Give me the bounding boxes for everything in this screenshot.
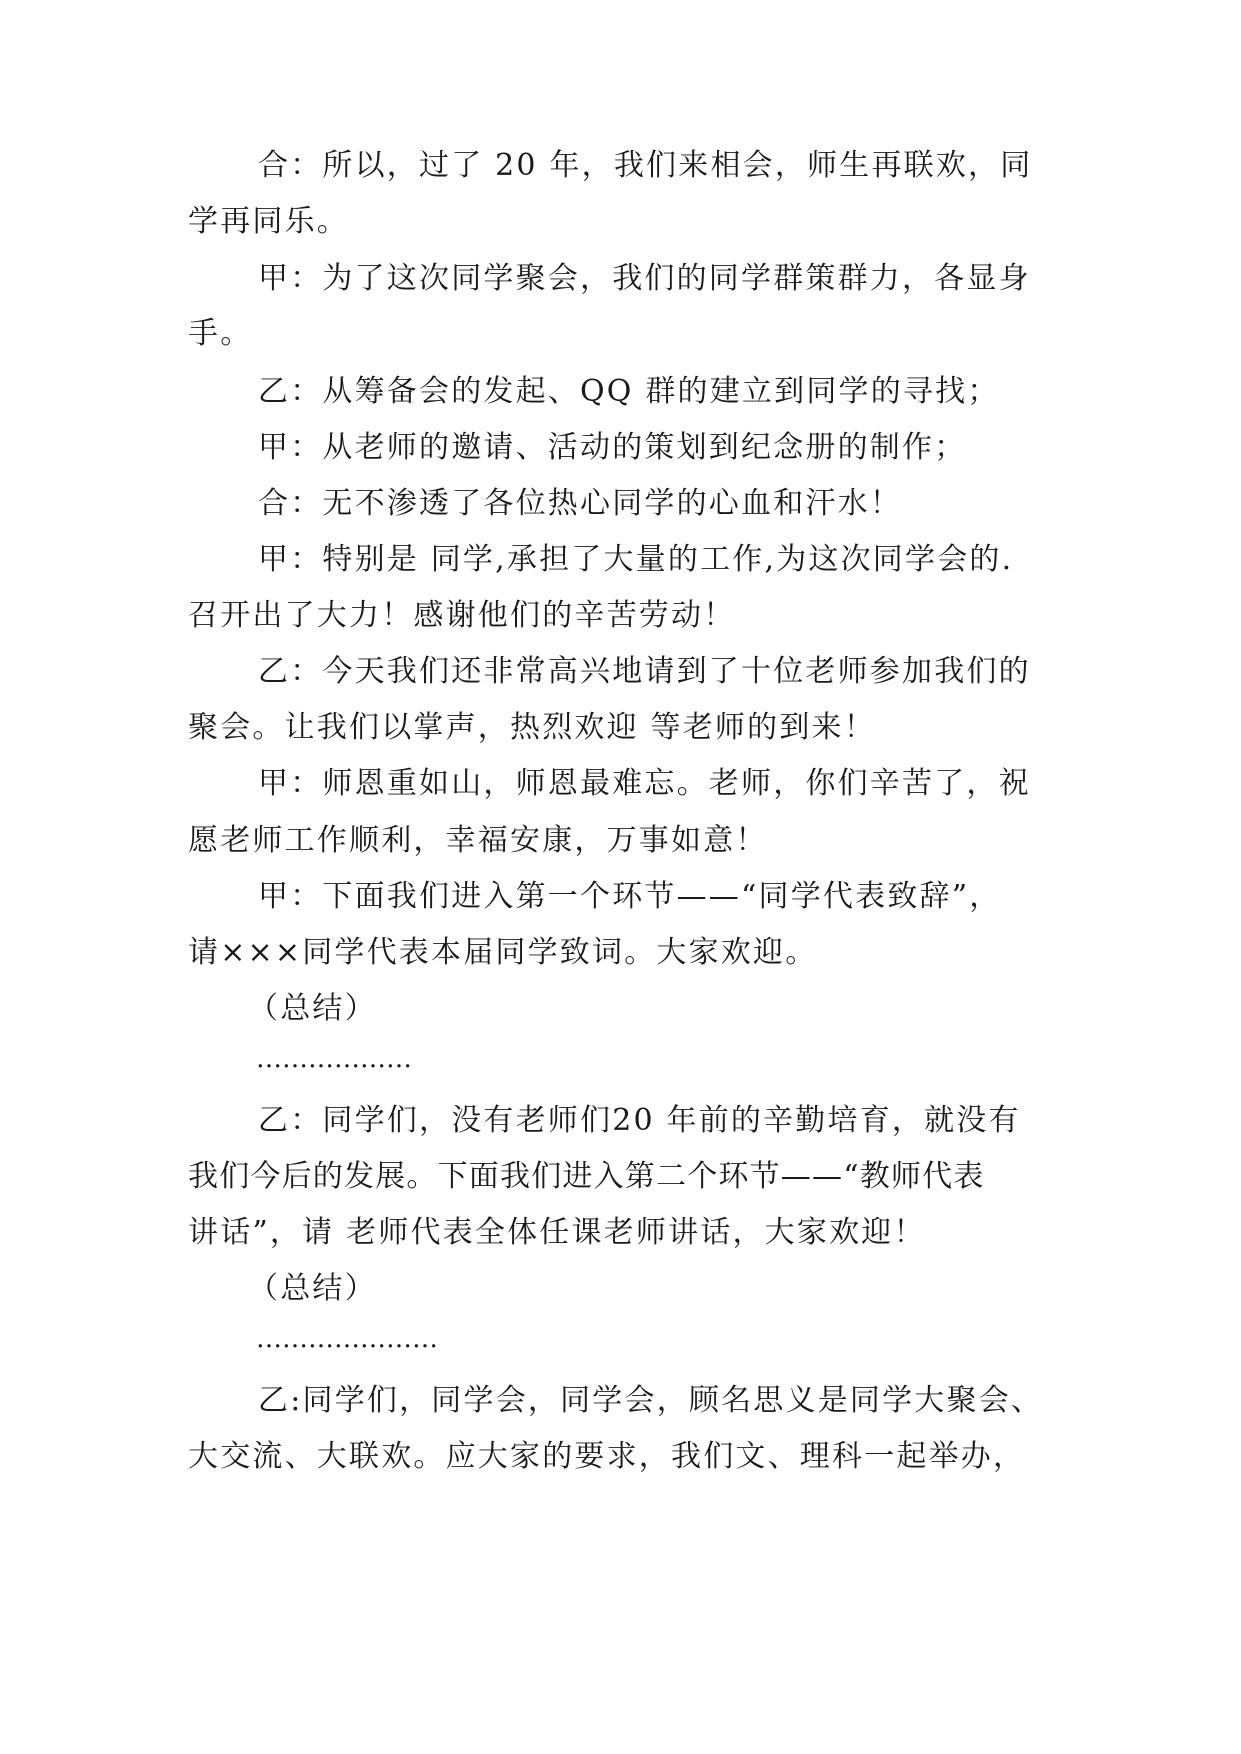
paragraph-line: 乙：从筹备会的发起、QQ 群的建立到同学的寻找； (258, 374, 1000, 409)
ellipsis-separator: ………………… (256, 1324, 438, 1354)
paragraph-line: 合：无不渗透了各位热心同学的心血和汗水！ (258, 486, 902, 521)
paragraph-line: 聚会。让我们以掌声，热烈欢迎 等老师的到来！ (188, 710, 876, 745)
ellipsis-separator: ……………… (256, 1044, 412, 1074)
paragraph-line: 愿老师工作顺利，幸福安康，万事如意！ (188, 823, 768, 858)
paragraph-line: 手。 (188, 316, 253, 351)
paragraph-line: 甲：从老师的邀请、活动的策划到纪念册的制作； (258, 430, 967, 465)
paragraph-line: 大交流、大联欢。应大家的要求，我们文、理科一起举办， (188, 1439, 1026, 1474)
paragraph-line: 乙：今天我们还非常高兴地请到了十位老师参加我们的 (258, 654, 1031, 689)
paragraph-line: 合：所以，过了 20 年，我们来相会，师生再联欢，同 (258, 148, 1033, 183)
paragraph-line: 甲：师恩重如山，师恩最难忘。老师，你们辛苦了，祝 (258, 766, 1031, 801)
paragraph-line: 甲：特别是 同学,承担了大量的工作,为这次同学会的. (258, 542, 1014, 577)
paragraph-line: 甲：下面我们进入第一个环节——“同学代表致辞”， (258, 879, 1002, 914)
paragraph-line: 乙：同学们，没有老师们20 年前的辛勤培育，就没有 (258, 1103, 1021, 1138)
paragraph-line: 甲：为了这次同学聚会，我们的同学群策群力，各显身 (258, 261, 1031, 296)
paragraph-line: 学再同乐。 (188, 204, 349, 239)
paragraph-line: 召开出了大力！感谢他们的辛苦劳动！ (188, 598, 736, 633)
summary-note: （总结） (248, 1271, 377, 1306)
paragraph-line: 乙:同学们，同学会，同学会，顾名思义是同学大聚会、 (258, 1383, 1044, 1418)
paragraph-line: 我们今后的发展。下面我们进入第二个环节——“教师代表 (188, 1159, 985, 1194)
summary-note: （总结） (248, 991, 377, 1026)
paragraph-line: 讲话”，请 老师代表全体任课老师讲话，大家欢迎！ (188, 1215, 926, 1250)
paragraph-line: 请×××同学代表本届同学致词。大家欢迎。 (188, 935, 818, 970)
